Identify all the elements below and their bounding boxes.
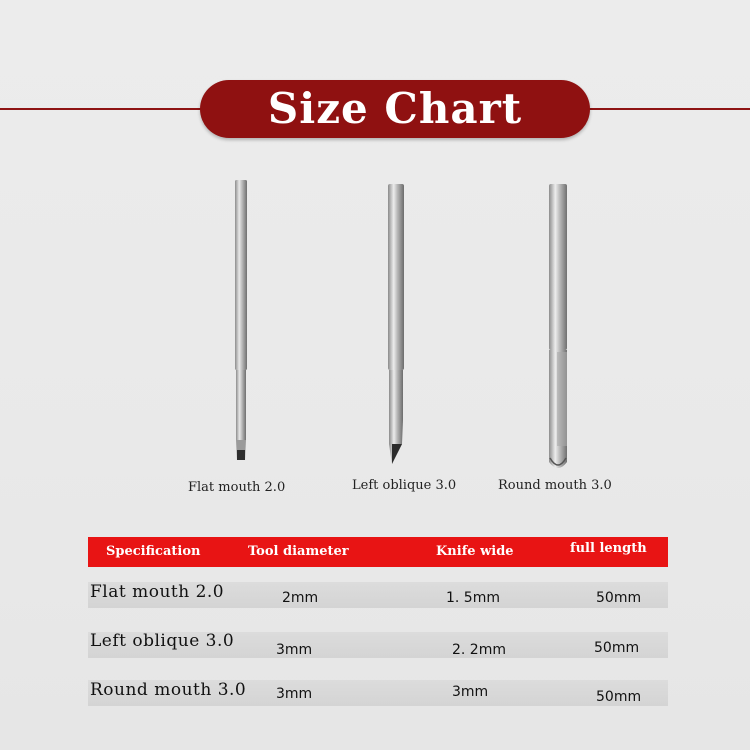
row-knife-width: 1. 5mm [446,590,500,606]
header-knife-wide: Knife wide [436,544,514,559]
page-title: Size Chart [267,84,523,133]
tool-label-flat: Flat mouth 2.0 [188,480,286,495]
row-name: Flat mouth 2.0 [90,582,225,602]
row-length: 50mm [594,640,640,656]
round-mouth-tool-image [540,182,576,474]
title-banner [200,80,590,138]
row-diameter: 3mm [276,686,313,702]
spec-table-header [88,537,668,567]
row-diameter: 3mm [276,642,313,658]
row-knife-width: 3mm [452,684,489,700]
header-full-length: full length [570,541,647,556]
header-specification: Specification [106,544,201,559]
tool-label-round: Round mouth 3.0 [498,478,612,493]
row-name: Left oblique 3.0 [90,631,235,651]
row-name: Round mouth 3.0 [90,680,247,700]
row-length: 50mm [596,590,642,606]
tool-label-oblique: Left oblique 3.0 [352,478,457,493]
left-oblique-tool-image [378,182,412,468]
flat-mouth-tool-image [228,178,254,464]
row-length: 50mm [596,689,642,705]
header-tool-diameter: Tool diameter [248,544,349,559]
row-knife-width: 2. 2mm [452,642,506,658]
row-diameter: 2mm [282,590,319,606]
